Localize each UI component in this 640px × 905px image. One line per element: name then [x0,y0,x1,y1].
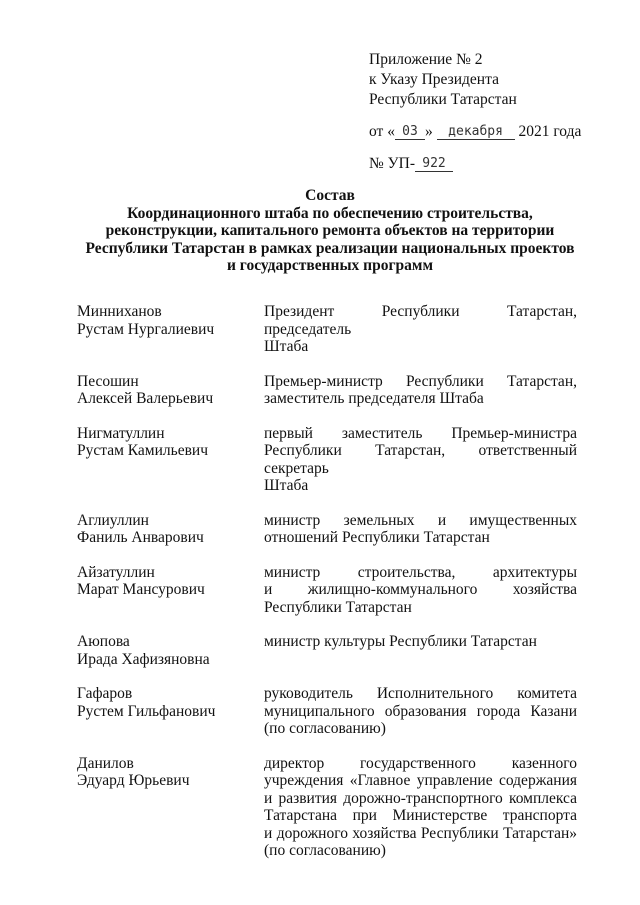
title-line-2: Координационного штаба по обеспечению строительства, [127,204,533,222]
member-role [264,564,577,617]
member-name [77,755,264,860]
member-name [77,425,264,495]
member-surname: Аюпова [77,633,130,650]
role-line: министр земельных и имущественных [264,511,577,529]
date-month: декабря [437,125,515,140]
role-line: Премьер-министр Республики Татарстан, [264,372,577,390]
role-line: (по согласованию) [264,842,386,859]
role-line: министр строительства, архитектуры [264,563,577,581]
member-role [264,755,577,860]
member-list [77,303,577,860]
role-line: и развития дорожно-транспортного комплекса [264,789,577,807]
member-name [77,373,264,408]
republic-name: Республики Татарстан [369,91,517,108]
role-line: заместитель председателя Штаба [264,390,484,407]
number-prefix: № УП- [369,155,415,172]
appendix-header [369,50,629,174]
member-row [77,564,577,617]
member-surname: Айзатуллин [77,563,155,581]
role-line: директор государственного казенного [264,754,577,772]
member-given-name: Марат Мансурович [77,581,205,598]
member-surname: Данилов [77,754,134,772]
member-given-name: Эдуард Юрьевич [77,772,190,789]
member-row [77,303,577,356]
member-role [264,685,577,738]
role-line: Республики Татарстан, ответственный секретарь [264,442,577,477]
member-given-name: Ирада Хафизяновна [77,650,210,668]
number-value: 922 [415,157,453,172]
member-given-name: Рустем Гильфанович [77,702,216,720]
role-line: Татарстана при Министерстве транспорта [264,807,577,824]
role-line: муниципального образования города Казани [264,702,577,720]
role-line: и дорожного хозяйства Республики Татарстан» [264,824,577,842]
role-line: Штаба [264,477,309,494]
member-role [264,633,577,668]
member-given-name: Рустам Нургалиевич [77,320,215,338]
date-year: 2021 года [518,123,582,140]
title-line-4: Республики Татарстан в рамках реализации национальных проектов [85,239,575,257]
title-line-5: и государственных программ [226,257,434,274]
member-row [77,512,577,547]
member-row [77,685,577,738]
member-role [264,425,577,495]
role-line: Республики Татарстан [264,598,412,616]
appendix-number: Приложение № 2 [369,51,483,68]
role-line: (по согласованию) [264,720,386,737]
decree-date [369,122,629,142]
decree-reference: к Указу Президента [369,71,499,88]
member-surname: Гафаров [77,685,133,702]
member-row [77,373,577,408]
member-surname: Нигматуллин [77,424,165,442]
member-name [77,633,264,668]
role-line: учреждения «Главное управление содержания [264,772,577,789]
role-line: министр культуры Республики Татарстан [264,633,537,650]
role-line: руководитель Исполнительного комитета [264,685,577,702]
member-row [77,425,577,495]
decree-number [369,154,629,174]
member-row [77,633,577,668]
member-surname: Песошин [77,372,139,390]
role-line: Президент Республики Татарстан, председатель [264,303,577,338]
role-line: первый заместитель Премьер-министра [264,424,577,442]
title-line-1: Состав [305,187,355,204]
title-line-3: реконструкции, капитального ремонта объектов на территории [105,222,555,239]
member-name [77,512,264,547]
member-role [264,373,577,408]
member-given-name: Рустам Камильевич [77,442,208,459]
member-name [77,303,264,356]
member-role [264,512,577,547]
member-name [77,564,264,617]
date-mid: » [424,123,433,140]
date-day: 03 [395,125,425,140]
member-role [264,303,577,356]
member-given-name: Фаниль Анварович [77,529,204,546]
document-title [60,187,600,275]
role-line: отношений Республики Татарстан [264,529,490,546]
date-prefix: от « [369,123,395,140]
member-given-name: Алексей Валерьевич [77,390,214,407]
role-line: Штаба [264,338,309,355]
member-surname: Аглиуллин [77,511,149,529]
member-name [77,685,264,738]
member-row [77,755,577,860]
role-line: и жилищно-коммунального хозяйства [264,581,577,598]
member-surname: Минниханов [77,303,162,320]
